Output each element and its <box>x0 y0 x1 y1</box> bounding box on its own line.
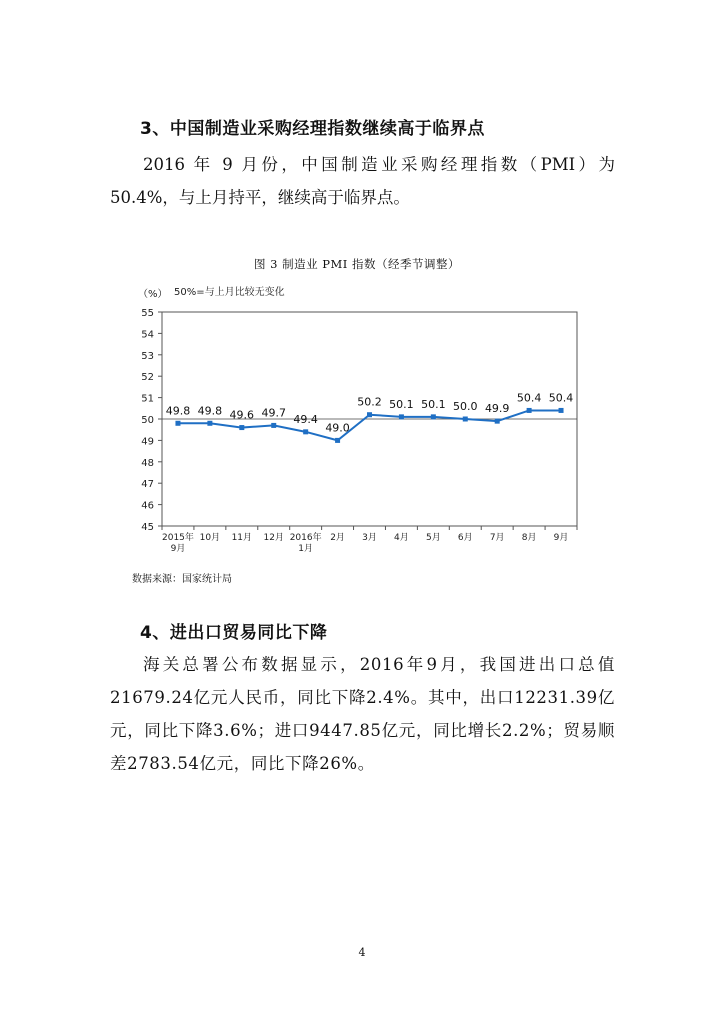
x-tick-label: 4月 <box>394 533 409 543</box>
y-tick-label: 55 <box>141 308 154 319</box>
data-label: 49.0 <box>325 421 350 435</box>
y-tick-label: 47 <box>141 479 154 491</box>
pmi-figure <box>122 252 592 592</box>
data-point <box>495 419 500 424</box>
x-tick-label: 7月 <box>489 533 505 543</box>
data-label: 50.1 <box>389 397 414 411</box>
y-tick-label: 50 <box>141 415 154 426</box>
section3-heading: 3、中国制造业采购经理指数继续高于临界点 <box>140 119 485 139</box>
y-tick-label: 49 <box>141 436 154 448</box>
data-point <box>399 414 404 419</box>
x-tick-label: 2016年 <box>289 533 322 543</box>
data-point <box>431 414 436 419</box>
x-tick-label: 5月 <box>425 533 441 543</box>
data-label: 50.0 <box>453 400 478 413</box>
data-label: 49.4 <box>293 412 318 426</box>
x-tick-label: 2月 <box>330 533 345 543</box>
y-tick-label: 48 <box>141 457 154 469</box>
x-tick-label: 3月 <box>362 533 377 543</box>
data-point <box>527 408 532 413</box>
y-axis-unit: （%） <box>138 289 168 300</box>
pmi-line-chart <box>122 252 592 572</box>
page-number: 4 <box>358 946 366 959</box>
x-tick-label: 9月 <box>170 544 186 554</box>
x-tick-label: 10月 <box>199 533 221 543</box>
data-label: 49.7 <box>261 406 286 420</box>
y-tick-label: 45 <box>141 522 154 533</box>
x-tick-label: 2015年 <box>162 533 194 543</box>
y-tick-label: 52 <box>141 372 154 384</box>
data-label: 50.1 <box>421 397 446 411</box>
data-point <box>303 429 308 434</box>
data-point <box>271 423 276 428</box>
x-tick-label: 8月 <box>521 533 537 543</box>
data-point <box>175 421 180 426</box>
data-point <box>239 425 244 430</box>
x-tick-label: 12月 <box>263 533 284 543</box>
data-label: 50.4 <box>548 391 574 405</box>
figure-title: 图 3 制造业 PMI 指数（经季节调整） <box>254 257 460 271</box>
data-label: 49.8 <box>165 404 191 418</box>
section4-paragraph: 海关总署公布数据显示，2016年9月，我国进出口总值21679.24亿元人民币，同比下降2.4%。其中，出口12231.39亿元，同比下降3.6%；进口9447.85亿元，同比增长2.2%；贸易顺差2783.54亿元，同比下降26%。 <box>110 655 615 773</box>
data-point <box>335 438 340 443</box>
figure-source: 数据来源：国家统计局 <box>132 574 232 585</box>
y-tick-label: 46 <box>141 500 154 512</box>
data-point <box>559 408 564 413</box>
data-point <box>367 412 372 417</box>
data-label: 50.4 <box>516 391 542 405</box>
x-tick-label: 6月 <box>457 533 473 543</box>
x-tick-label: 9月 <box>553 533 569 543</box>
section4-heading: 4、进出口贸易同比下降 <box>140 623 328 643</box>
chart-annotation: 50%=与上月比较无变化 <box>174 287 285 298</box>
x-tick-label: 1月 <box>298 544 314 554</box>
y-tick-label: 51 <box>141 393 154 405</box>
y-tick-label: 54 <box>141 329 154 341</box>
data-label: 49.6 <box>229 408 255 422</box>
x-tick-label: 11月 <box>231 533 253 543</box>
data-label: 49.9 <box>484 402 510 416</box>
data-point <box>463 417 468 422</box>
data-label: 50.2 <box>357 395 382 409</box>
y-tick-label: 53 <box>141 350 154 362</box>
section3-paragraph: 2016 年 9 月份，中国制造业采购经理指数（PMI）为 50.4%，与上月持平，继续高于临界点。 <box>110 155 615 207</box>
data-point <box>207 421 212 426</box>
data-label: 49.8 <box>197 404 223 418</box>
